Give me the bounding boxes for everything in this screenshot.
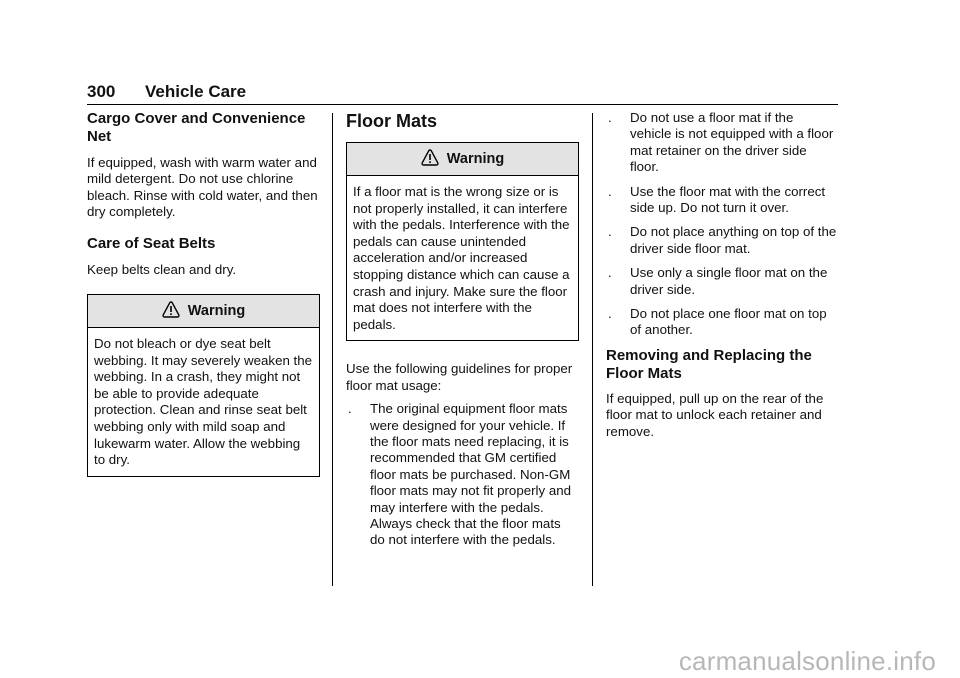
heading-cargo-cover: Cargo Cover and Convenience Net: [87, 110, 306, 145]
floor-mat-rules-list: [606, 110, 838, 339]
paragraph-seat-belts: Keep belts clean and dry.: [87, 261, 237, 277]
heading-floor-mats: Floor Mats: [346, 111, 438, 131]
paragraph-removing-replacing: If equipped, pull up on the rear of the floor mat to unlock each retainer and remove.: [606, 390, 824, 439]
heading-removing-replacing: Removing and Replacing the Floor Mats: [606, 346, 812, 382]
list-item: . Do not place anything on top of the driver side floor mat.: [608, 224, 837, 256]
floor-mat-guidelines-list: [346, 401, 579, 549]
bullet-marker: .: [608, 265, 612, 281]
bullet-marker: .: [608, 306, 612, 322]
list-item: . Use the floor mat with the correct side up. Do not turn it over.: [608, 183, 826, 216]
heading-seat-belts: Care of Seat Belts: [87, 234, 216, 252]
bullet-marker: .: [608, 110, 612, 125]
warning-text: Do not bleach or dye seat belt webbing. It may severely weaken the webbing. In a crash, they might not be able to provide adequate protection. Clean and rinse seat belt webbing only with mild soap and lukewarm water. Allow the webbing to dry.: [94, 336, 313, 468]
warning-title: Warning: [446, 151, 505, 167]
column-1: [87, 110, 320, 477]
page-header: [87, 82, 838, 105]
section-title: Vehicle Care: [145, 82, 247, 101]
warning-box-floor-mats: [346, 142, 579, 341]
bullet-marker: .: [608, 224, 612, 240]
warning-title: Warning: [187, 303, 246, 320]
column-divider-1: [332, 113, 333, 586]
column-divider-2: [592, 113, 593, 586]
paragraph-cargo-cover: If equipped, wash with warm water and mild detergent. Do not use chlorine bleach. Rinse with cold water, and then dry completely.: [87, 155, 318, 220]
warning-icon: [162, 301, 180, 318]
page-number: 300: [87, 82, 116, 101]
paragraph-guidelines-intro: Use the following guidelines for proper floor mat usage:: [346, 361, 573, 393]
warning-header: [347, 143, 578, 176]
warning-text: If a floor mat is the wrong size or is not properly installed, it can interfere with the pedals. Interference with the pedals can cause unintended acceleration and/or increased stopping distance which can cause a crash and injury. Make sure the floor mat does not interfere with the pedals.: [353, 184, 570, 332]
list-item: . Do not place one floor mat on top of another.: [608, 306, 827, 338]
column-2: [346, 110, 579, 557]
column-3: [606, 110, 838, 440]
bullet-marker: .: [348, 401, 352, 417]
list-item: . Do not use a floor mat if the vehicle is not equipped with a floor mat retainer on the driver side floor.: [608, 110, 834, 175]
list-item: . The original equipment floor mats were designed for your vehicle. If the floor mats need replacing, it is recommended that GM certified floor mats be purchased. Non-GM floor mats may not fit properly and may interfere with the pedals. Always check that the floor mats do not interfere with the pedals.: [348, 401, 572, 548]
warning-header: [88, 295, 319, 328]
list-item: . Use only a single floor mat on the driver side.: [608, 265, 828, 297]
warning-icon: [421, 149, 439, 166]
warning-box-seat-belts: [87, 294, 320, 477]
bullet-marker: .: [608, 183, 612, 199]
watermark: carmanualsonline.info: [678, 646, 936, 676]
